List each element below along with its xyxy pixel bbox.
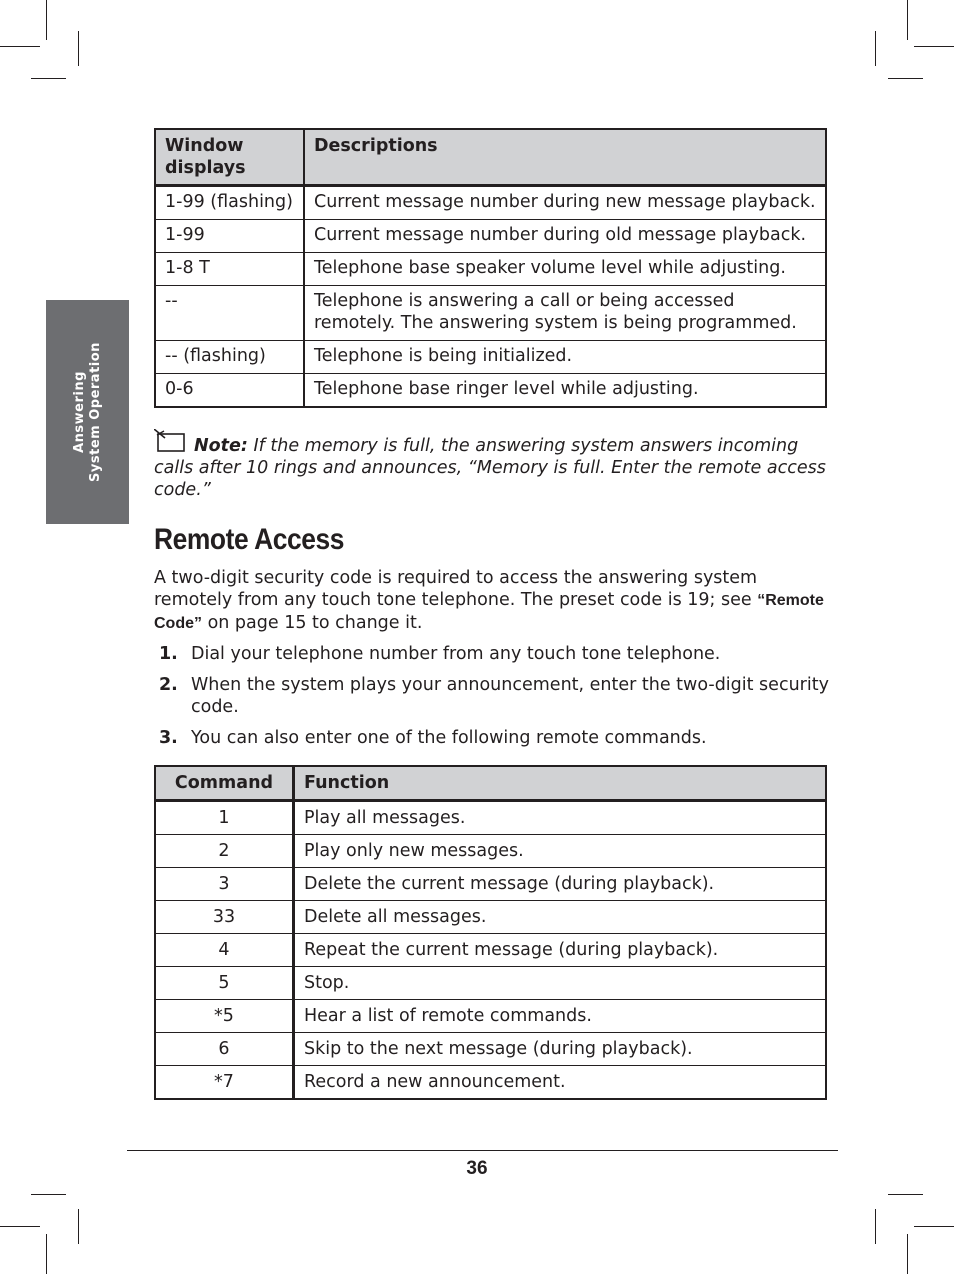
command-cell: 3 (155, 868, 294, 901)
description-cell: Telephone is being initialized. (304, 341, 826, 374)
command-cell: *7 (155, 1066, 294, 1100)
crop-mark (46, 1234, 47, 1274)
table-row (155, 901, 826, 934)
table-row (155, 1033, 826, 1066)
intro-paragraph (154, 567, 829, 635)
function-cell: Stop. (294, 967, 827, 1000)
note-icon (154, 429, 190, 451)
table-row (155, 835, 826, 868)
table-header-row (155, 766, 826, 801)
function-cell: Play all messages. (294, 801, 827, 835)
display-cell: 1-8 T (155, 253, 304, 286)
command-cell: *5 (155, 1000, 294, 1033)
description-cell: Telephone is answering a call or being accessed remotely. The answering system is being programmed. (304, 286, 826, 341)
display-cell: 1-99 (flashing) (155, 186, 304, 220)
intro-text-end: on page 15 to change it. (202, 613, 423, 633)
crop-mark (0, 1226, 40, 1227)
crop-mark (888, 1194, 923, 1195)
crop-mark (31, 1194, 66, 1195)
step-text: You can also enter one of the following remote commands. (191, 728, 707, 748)
description-cell: Telephone base ringer level while adjusting. (304, 374, 826, 408)
section-title: Remote Access (154, 523, 344, 556)
function-cell: Delete the current message (during playback). (294, 868, 827, 901)
table-row (155, 341, 826, 374)
side-tab-line-1: Answering (71, 371, 87, 453)
display-cell: 1-99 (155, 220, 304, 253)
step-number: 2. (159, 675, 178, 695)
column-header-window-displays: Window displays (155, 129, 304, 186)
command-cell: 2 (155, 835, 294, 868)
command-cell: 4 (155, 934, 294, 967)
crop-mark (875, 31, 876, 66)
table-row (155, 220, 826, 253)
crop-mark (907, 1234, 908, 1274)
crop-mark (46, 0, 47, 40)
crop-mark (31, 78, 66, 79)
list-item (154, 643, 829, 665)
function-cell: Skip to the next message (during playback). (294, 1033, 827, 1066)
intro-text: A two-digit security code is required to access the answering system remotely from any touch tone telephone. The preset code is 19; see (154, 568, 758, 610)
crop-mark (888, 78, 923, 79)
crop-mark (875, 1209, 876, 1244)
description-cell: Current message number during new message playback. (304, 186, 826, 220)
window-displays-table (154, 128, 827, 408)
crop-mark (914, 1226, 954, 1227)
function-cell: Repeat the current message (during playback). (294, 934, 827, 967)
table-header-row (155, 129, 826, 186)
chapter-side-tab-label (72, 342, 104, 482)
display-cell: -- (155, 286, 304, 341)
column-header-function: Function (294, 766, 827, 801)
display-cell: 0-6 (155, 374, 304, 408)
function-cell: Record a new announcement. (294, 1066, 827, 1100)
description-cell: Telephone base speaker volume level while adjusting. (304, 253, 826, 286)
command-cell: 5 (155, 967, 294, 1000)
step-text: Dial your telephone number from any touch tone telephone. (191, 644, 721, 664)
remote-commands-table (154, 765, 827, 1100)
command-cell: 33 (155, 901, 294, 934)
function-cell: Hear a list of remote commands. (294, 1000, 827, 1033)
crop-mark (78, 1209, 79, 1244)
note-text: If the memory is full, the answering system answers incoming calls after 10 rings and announces, “Memory is full. Enter the remote access code.” (154, 436, 826, 500)
crop-mark (914, 46, 954, 47)
page-number: 36 (466, 1158, 488, 1179)
step-text: When the system plays your announcement, enter the two-digit security code. (191, 675, 829, 717)
memory-full-note (154, 429, 829, 501)
table-row (155, 374, 826, 408)
table-row (155, 1000, 826, 1033)
table-row (155, 1066, 826, 1100)
function-cell: Play only new messages. (294, 835, 827, 868)
steps-list (154, 643, 829, 758)
table-row (155, 967, 826, 1000)
crop-mark (907, 0, 908, 40)
chapter-side-tab (46, 300, 129, 524)
crop-mark (0, 46, 40, 47)
description-cell: Current message number during old message playback. (304, 220, 826, 253)
table-row (155, 186, 826, 220)
list-item (154, 727, 829, 749)
step-number: 1. (159, 644, 178, 664)
step-number: 3. (159, 728, 178, 748)
table-row (155, 286, 826, 341)
crop-mark (78, 31, 79, 66)
table-row (155, 868, 826, 901)
side-tab-line-2: System Operation (87, 342, 103, 482)
column-header-command: Command (155, 766, 294, 801)
list-item (154, 674, 829, 718)
table-row (155, 253, 826, 286)
function-cell: Delete all messages. (294, 901, 827, 934)
footer-divider (127, 1150, 838, 1151)
command-cell: 6 (155, 1033, 294, 1066)
remote-code-reference: “Remote Code” (154, 592, 824, 632)
table-row (155, 801, 826, 835)
display-cell: -- (flashing) (155, 341, 304, 374)
note-label: Note: (194, 436, 248, 456)
table-row (155, 934, 826, 967)
command-cell: 1 (155, 801, 294, 835)
column-header-descriptions: Descriptions (304, 129, 826, 186)
